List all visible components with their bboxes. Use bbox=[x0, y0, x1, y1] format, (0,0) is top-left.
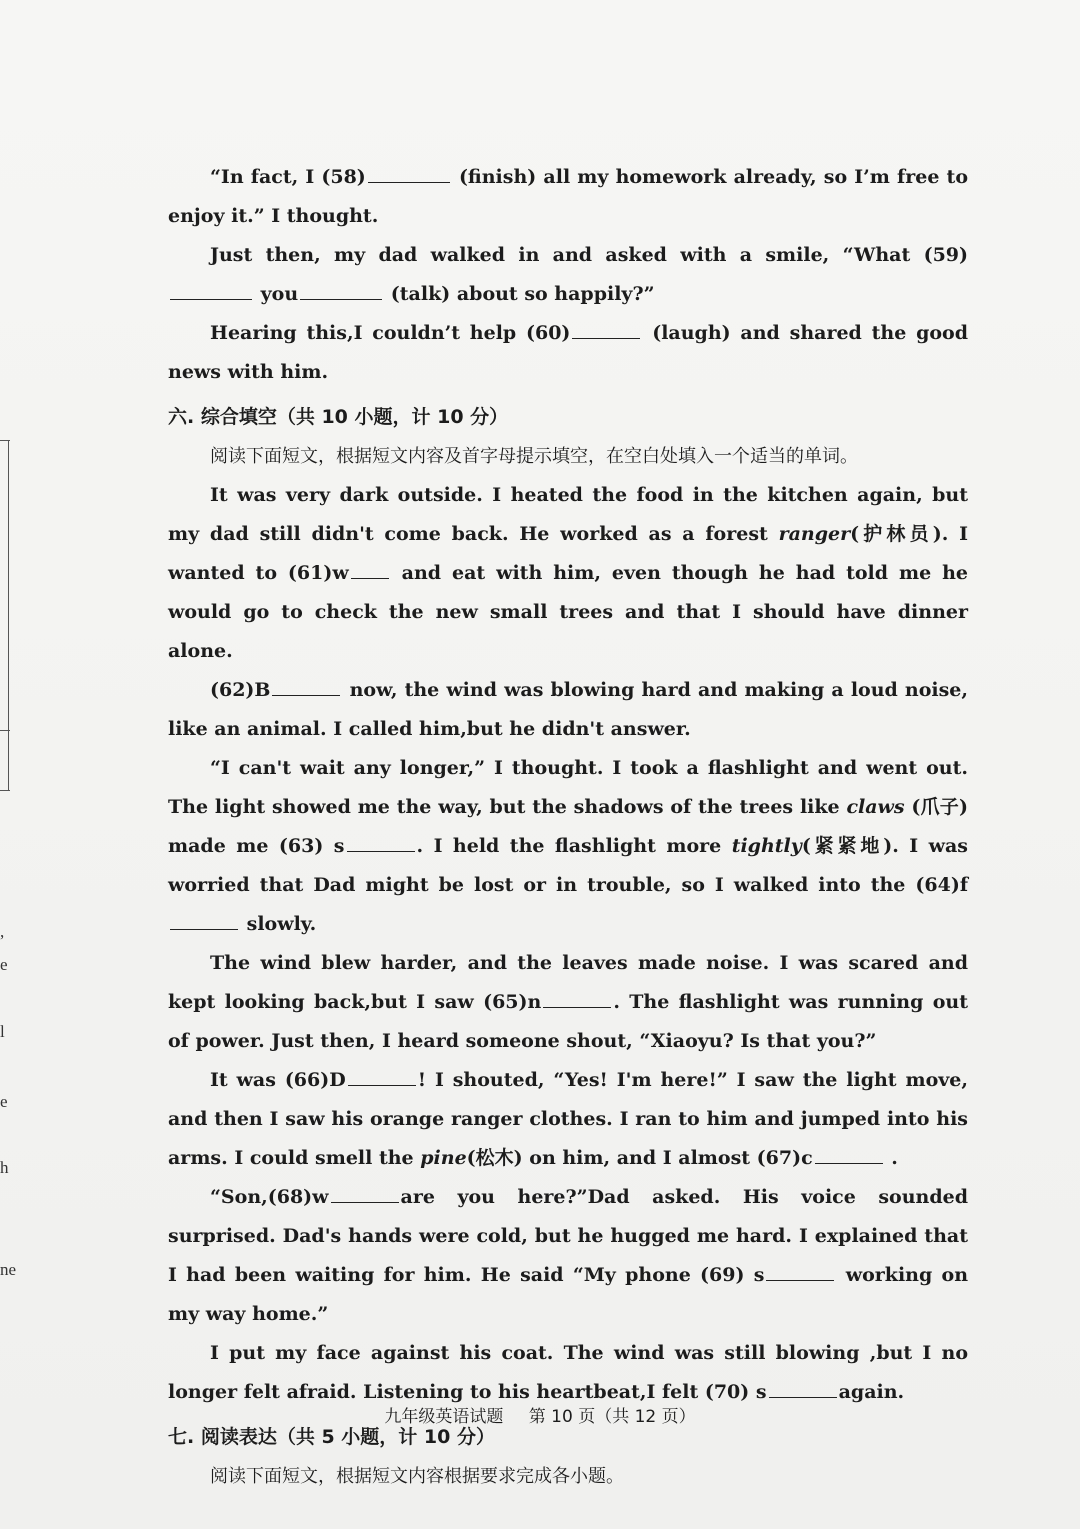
text: and eat with him, even though he had told me he would go to check the new small trees and that I should have dinner alone. bbox=[168, 562, 968, 662]
text: (laugh) and shared the good news with him. bbox=[168, 322, 968, 383]
passage-paragraph-6 bbox=[168, 1178, 968, 1334]
passage-paragraph-2 bbox=[168, 671, 968, 749]
text: I put my face against his coat. The wind was still blowing ,but I no longer felt afraid. Listening to his heartbeat,I felt (70) s bbox=[168, 1342, 968, 1403]
answer-blank-60[interactable] bbox=[572, 320, 640, 339]
margin-fragment: h bbox=[0, 1158, 9, 1177]
text: you bbox=[260, 283, 299, 305]
text: . The flashlight was running out of power. Just then, I heard someone shout, “Xiaoyu? Is that you?” bbox=[168, 991, 968, 1052]
answer-blank-58[interactable] bbox=[368, 164, 450, 183]
footer-page-number: 第 10 页（共 12 页） bbox=[528, 1407, 696, 1427]
text: “In fact, I (58) bbox=[210, 166, 366, 188]
text: now, the wind was blowing hard and making a loud noise, like an animal. I called him,but he didn't answer. bbox=[168, 679, 968, 740]
text: (62)B bbox=[210, 679, 271, 701]
text: Hearing this,I couldn’t help (60) bbox=[210, 322, 571, 344]
passage-paragraph-1 bbox=[168, 476, 968, 671]
italic-term: ranger bbox=[778, 523, 851, 545]
text: “I can't wait any longer,” I thought. I took a flashlight and went out. The light showed me the way, but the shadows of the trees like bbox=[168, 757, 968, 818]
italic-term: tightly bbox=[731, 835, 802, 857]
answer-blank-67[interactable] bbox=[815, 1145, 883, 1164]
answer-blank-61[interactable] bbox=[351, 560, 389, 579]
answer-blank-64[interactable] bbox=[170, 911, 238, 930]
text: are you here?”Dad asked. His voice sounded surprised. Dad's hands were cold, but he hugged me hard. I explained that I had been waiting for him. He said “My phone (69) s bbox=[168, 1186, 968, 1286]
margin-fragment: e bbox=[0, 955, 8, 974]
binding-margin-tick bbox=[0, 790, 10, 791]
answer-blank-63[interactable] bbox=[347, 833, 415, 852]
answer-blank-69[interactable] bbox=[766, 1262, 834, 1281]
section-title-part7: 七. 阅读表达（共 5 小题，计 10 分） bbox=[168, 1426, 495, 1448]
text: working on my way home.” bbox=[168, 1264, 969, 1325]
answer-blank-65[interactable] bbox=[543, 989, 611, 1008]
text: . I held the flashlight more bbox=[416, 835, 732, 857]
italic-term: claws bbox=[846, 796, 905, 818]
passage-paragraph-7 bbox=[168, 1334, 968, 1412]
footer-subject: 九年级英语试题 bbox=[384, 1407, 504, 1427]
italic-term: pine bbox=[420, 1147, 467, 1169]
text: The wind blew harder, and the leaves made noise. I was scared and kept looking back,but I saw (65)n bbox=[168, 952, 968, 1013]
binding-margin-tick bbox=[0, 730, 10, 731]
passage-paragraph-4 bbox=[168, 944, 968, 1061]
answer-blank-68[interactable] bbox=[331, 1184, 399, 1203]
answer-blank-70[interactable] bbox=[769, 1379, 837, 1398]
passage-paragraph-5 bbox=[168, 1061, 968, 1178]
text: (talk) about so happily?” bbox=[390, 283, 655, 305]
answer-blank-59a[interactable] bbox=[170, 281, 252, 300]
paragraph-q60 bbox=[168, 314, 968, 392]
answer-blank-59b[interactable] bbox=[300, 281, 382, 300]
section-instruction-part7: 阅读下面短文，根据短文内容根据要求完成各小题。 bbox=[210, 1466, 624, 1487]
passage-paragraph-3 bbox=[168, 749, 968, 944]
text: It was (66)D bbox=[210, 1069, 346, 1091]
section-instruction-part6: 阅读下面短文，根据短文内容及首字母提示填空，在空白处填入一个适当的单词。 bbox=[210, 446, 858, 467]
text: (松木) on him, and I almost (67)c bbox=[466, 1147, 813, 1169]
binding-margin-tick bbox=[0, 440, 10, 441]
exam-content bbox=[168, 158, 968, 1496]
text: slowly. bbox=[246, 913, 317, 935]
text: again. bbox=[838, 1381, 905, 1403]
text: Just then, my dad walked in and asked with a smile, “What (59) bbox=[210, 244, 968, 266]
text: (护林员). I wanted to (61)w bbox=[168, 523, 968, 584]
text: “Son,(68)w bbox=[210, 1186, 329, 1208]
margin-fragment: e bbox=[0, 1092, 8, 1111]
margin-fragment: ne bbox=[0, 1260, 17, 1279]
text: ! I shouted, “Yes! I'm here!” I saw the light move, and then I saw his orange ranger clothes. I ran to him and jumped into his arms. I could smell the bbox=[168, 1069, 968, 1169]
text: It was very dark outside. I heated the food in the kitchen again, but my dad still didn't come back. He worked as a forest bbox=[168, 484, 968, 545]
margin-fragment: l bbox=[0, 1022, 5, 1041]
text: (finish) all my homework already, so I’m free to enjoy it.” I thought. bbox=[168, 166, 968, 227]
section-title-part6: 六. 综合填空（共 10 小题，计 10 分） bbox=[168, 406, 509, 428]
margin-fragment: , bbox=[0, 922, 5, 941]
text: . bbox=[891, 1147, 898, 1169]
answer-blank-66[interactable] bbox=[348, 1067, 416, 1086]
binding-margin-line bbox=[8, 440, 9, 790]
paragraph-q58 bbox=[168, 158, 968, 236]
text: (紧紧地). I was worried that Dad might be lost or in trouble, so I walked into the (64)f bbox=[168, 835, 968, 896]
text: (爪子) made me (63) s bbox=[168, 796, 968, 857]
paragraph-q59 bbox=[168, 236, 968, 314]
page-footer bbox=[0, 1402, 1080, 1427]
answer-blank-62[interactable] bbox=[272, 677, 340, 696]
